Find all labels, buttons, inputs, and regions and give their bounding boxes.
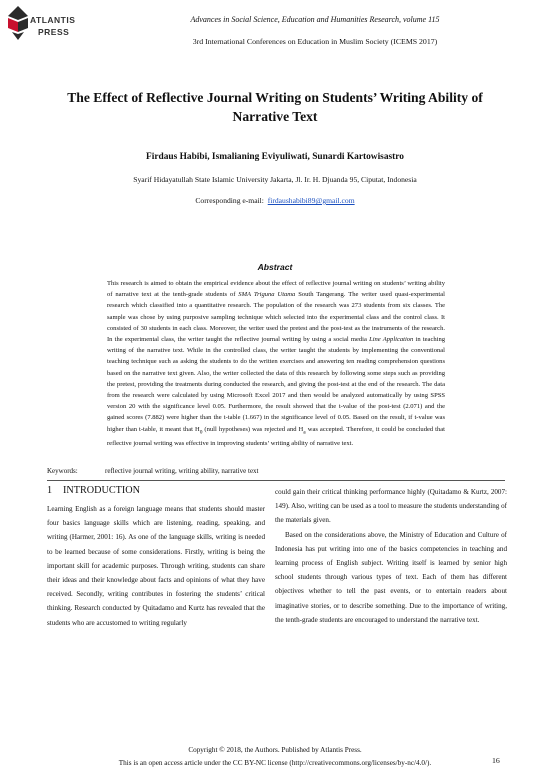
email-label: Corresponding e-mail: — [195, 196, 264, 205]
abstract-text-4: (null hypotheses) was rejected and H — [202, 425, 304, 433]
abstract-body — [107, 278, 445, 449]
page-number: 16 — [492, 756, 500, 765]
ha-subscript: a — [303, 428, 306, 435]
atlantis-press-logo — [8, 6, 76, 46]
intro-left-column — [47, 502, 265, 630]
abstract-app-name: Line Application — [369, 336, 414, 344]
keywords-row — [47, 467, 259, 475]
abstract-school-name: SMA Triguna Utama — [238, 291, 296, 299]
keywords-divider — [47, 480, 505, 481]
footer-license: This is an open access article under the CC BY-NC license (http://creativecommons.org/licenses/by-nc/4.0/). — [118, 759, 432, 767]
corresponding-email-row — [40, 196, 510, 205]
paper-title — [60, 88, 490, 126]
h0-subscript: 0 — [199, 428, 203, 435]
publisher-name-line2: PRESS — [38, 27, 70, 37]
intro-right-column — [275, 485, 507, 627]
keywords-list: reflective journal writing, writing ability, narrative text — [105, 467, 259, 475]
intro-paragraph-1: Learning English as a foreign language means that students should master four basics language skills which are listening, reading, speaking, and writing (Harmer, 2001: 16). As one of the language skills, writing is needed to be learned because of some considerations. Firstly, writing is being the important skill for academic purposes. Through writing, students can share their ideas and their knowledge about facts and opinions of what they have received. Secondly, writing contributes in fostering the students’ critical thinking. Research conducted by Quitadamo and Kurtz has revealed that the students who are accustomed to writing regularly — [47, 505, 265, 627]
authors: Firdaus Habibi, Ismalianing Eviyuliwati, Sunardi Kartowisastro — [146, 152, 404, 162]
abstract-text-5: was accepted. Therefore, it could be concluded that reflective journal writing was effective in improving students’ writing ability of narrative text. — [107, 425, 445, 448]
abstract-text-3: in teaching writing of the narrative text. While in the controlled class, the writer taught the students by implementing the conventional teaching technique such as asking the students to do the written exercises and answering ten reading comprehension questions based on the narrative text given. Also, the writer collected the data of this research by following some steps such as providing the pretest, providing the treatments during conducted the research, and giving the post-test at the end of the research. The data from the research were calculated by using Microsoft Excel 2017 and then would be analyzed automatically by using SPSS version 20 with the significance level 0.05. Furthermore, the result showed that the t-value of the post-test (2.071) and the gained scores (7.882) were higher than the t-table (1.667) in the significance level of 0.05. Based on the result, if t-value was higher than t-table, it meant that H — [107, 336, 445, 433]
section-title: INTRODUCTION — [63, 485, 140, 496]
atlantis-logo-icon — [8, 6, 28, 40]
email-link[interactable]: firdaushabibi89@gmail.com — [267, 196, 355, 205]
affiliation: Syarif Hidayatullah State Islamic University Jakarta, Jl. Ir. H. Djuanda 95, Ciputat, Indonesia — [133, 175, 417, 184]
series-header: Advances in Social Science, Education and Humanities Research, volume 115 — [190, 15, 440, 24]
abstract-text-1: This research is aimed to obtain the empirical evidence about the effect of reflective journal writing on students’ writing ability of narrative text at the tenth-grade students of — [107, 280, 445, 299]
publisher-name-line1: ATLANTIS — [30, 15, 76, 25]
keywords-label: Keywords: — [47, 467, 78, 475]
section-heading — [47, 485, 140, 496]
title-line-2: Narrative Text — [232, 109, 318, 124]
footer-copyright: Copyright © 2018, the Authors. Published by Atlantis Press. — [188, 746, 362, 754]
title-line-1: The Effect of Reflective Journal Writing on Students’ Writing Ability of — [67, 90, 483, 105]
section-number: 1 — [47, 485, 53, 496]
abstract-text-2: South Tangerang. The writer used quasi-experimental research which classified into a quantitative research. The population of the research was 273 students from six classes. The sample was chose by using purposive sampling technique which selected into the experimental class and the control class. It consisted of 30 students in each class. Moreover, the writer used the pretest and the post-test as the instruments of the research. In the experimental class, the writer taught the reflective journal writing by using a social media — [107, 291, 445, 344]
intro-paragraph-3: Based on the considerations above, the Ministry of Education and Culture of Indonesia has put writing into one of the basics competencies in teaching and learning process of English subject. Writing itself is learned by senior high school students through various types of text. Each of them has different objectives whether to tell the past events, or to entertain readers about imaginative stories, or to describe something. Due to the importance of writing, the tenth-grade students are encouraged to understand the narrative text. — [275, 530, 507, 624]
abstract-heading: Abstract — [257, 262, 293, 272]
conference-header: 3rd International Conferences on Education in Muslim Society (ICEMS 2017) — [192, 37, 438, 46]
intro-paragraph-2: could gain their critical thinking performance highly (Quitadamo & Kurtz, 2007: 149). Also, writing can be used as a tool to measure the students understanding of the materials given. — [275, 488, 507, 525]
